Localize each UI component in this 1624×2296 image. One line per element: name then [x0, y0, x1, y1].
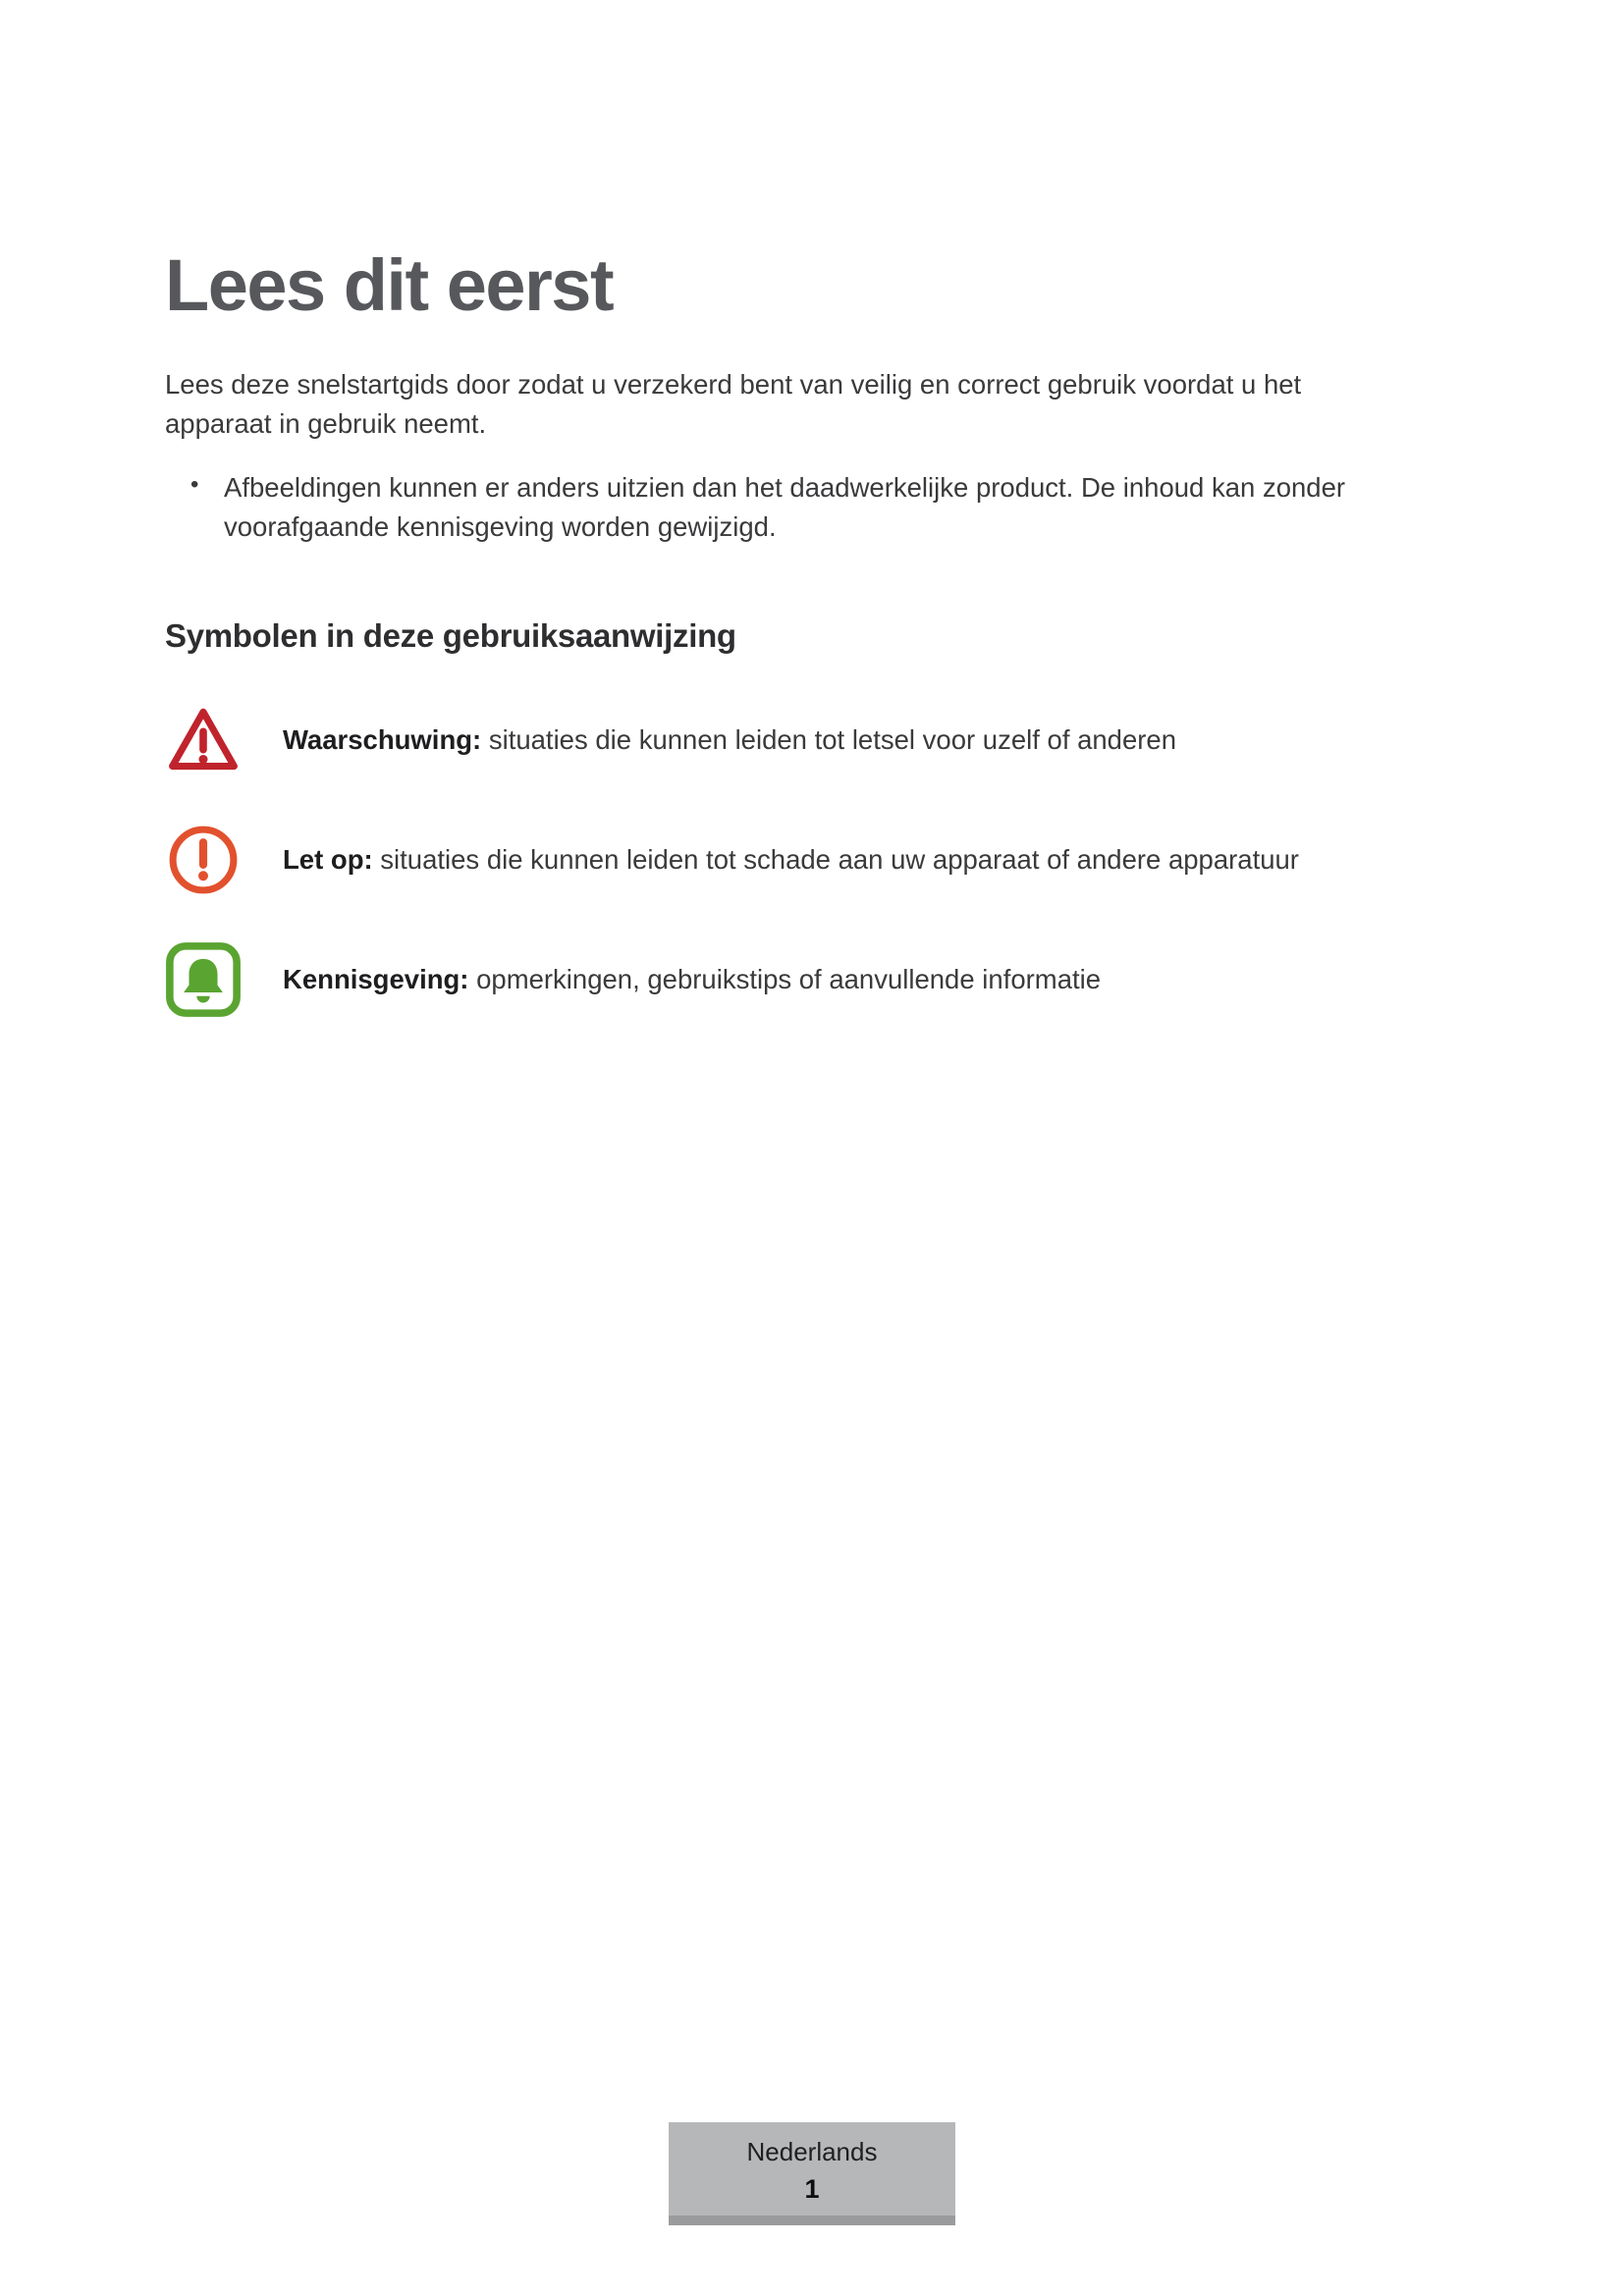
bullet-marker: • — [190, 471, 199, 499]
symbol-label-warning: Waarschuwing: — [283, 723, 482, 755]
symbol-label-caution: Let op: — [283, 843, 373, 875]
notice-bell-icon — [165, 941, 242, 1018]
page-content — [0, 0, 1624, 1018]
symbol-text-caution — [283, 841, 1299, 880]
symbol-row-warning — [165, 702, 1459, 778]
symbol-description-warning: situaties die kunnen leiden tot letsel voor uzelf of anderen — [481, 723, 1177, 755]
footer-language: Nederlands — [746, 2137, 878, 2166]
symbol-text-notice — [283, 961, 1101, 999]
symbol-description-notice: opmerkingen, gebruikstips of aanvullende informatie — [468, 963, 1102, 994]
warning-triangle-icon — [165, 702, 242, 778]
bullet-text: Afbeeldingen kunnen er anders uitzien dan het daadwerkelijke product. De inhoud kan zonder voorafgaande kennisgeving worden gewijzigd. — [224, 472, 1346, 543]
symbol-description-caution: situaties die kunnen leiden tot schade aan uw apparaat of andere apparatuur — [372, 843, 1299, 875]
symbol-label-notice: Kennisgeving: — [283, 963, 469, 994]
intro-paragraph: Lees deze snelstartgids door zodat u verzekerd bent van veilig en correct gebruik voordat u het apparaat in gebruik neemt. — [165, 368, 1302, 439]
footer-language-box — [669, 2122, 955, 2225]
symbol-text-warning — [283, 721, 1176, 760]
symbol-row-caution — [165, 822, 1459, 898]
symbols-list — [165, 702, 1459, 1018]
bullet-item — [165, 468, 1459, 547]
symbol-row-notice — [165, 941, 1459, 1018]
footer-page-number: 1 — [804, 2174, 820, 2204]
symbols-heading: Symbolen in deze gebruiksaanwijzing — [165, 617, 736, 655]
page-title: Lees dit eerst — [165, 244, 614, 326]
caution-circle-icon — [165, 822, 242, 898]
